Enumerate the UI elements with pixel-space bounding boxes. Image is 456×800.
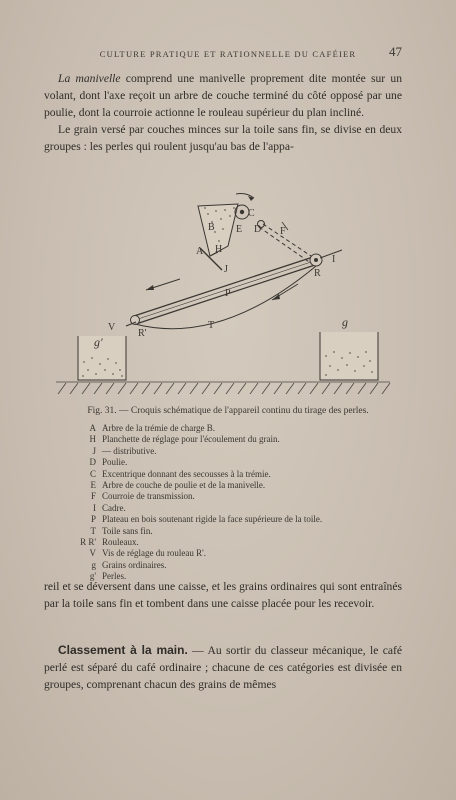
legend-row bbox=[72, 457, 392, 468]
legend-desc: Excentrique donnant des secousses à la trémie. bbox=[102, 468, 271, 479]
paragraph-classement-text: — Au sortir du classeur mécanique, le café perlé est séparé du café ordinaire ; chacune de ces catégories est divisée en groupes, comprenant chacun des grains de mêmes bbox=[44, 644, 403, 691]
legend-desc: Poulie. bbox=[102, 457, 128, 468]
inclined-plane bbox=[126, 222, 342, 329]
italic-term: La manivelle bbox=[58, 72, 121, 85]
legend-desc: Arbre de couche de poulie et de la manivelle. bbox=[102, 480, 266, 491]
legend-row bbox=[72, 537, 392, 548]
legend-desc: Grains ordinaires. bbox=[102, 559, 167, 570]
body-text-after-figure bbox=[44, 578, 402, 612]
label-j: J bbox=[224, 264, 228, 275]
legend-desc: Courroie de transmission. bbox=[102, 491, 195, 502]
legend-row bbox=[72, 480, 392, 491]
label-c: C bbox=[248, 208, 255, 219]
figure-31-diagram bbox=[50, 186, 396, 400]
body-text-top bbox=[44, 70, 402, 155]
paragraph-classement bbox=[44, 642, 402, 693]
legend-row bbox=[72, 434, 392, 445]
paragraph-grain: Le grain versé par couches minces sur la toile sans fin, se divise en deux groupes : les perles qui roulent jusqu'au bas de l'appa- bbox=[44, 123, 402, 153]
label-e: E bbox=[236, 224, 243, 235]
label-t: T bbox=[208, 320, 215, 331]
paragraph-continuation: reil et se déversent dans une caisse, et les grains ordinaires qui sont entraînés par la toile sans fin et tombent dans une caisse placée pour les recevoir. bbox=[44, 580, 402, 610]
legend-key: g bbox=[91, 559, 96, 570]
label-h: H bbox=[215, 244, 223, 255]
legend-key: R R' bbox=[80, 537, 96, 548]
legend-key: E bbox=[90, 480, 96, 491]
legend-key: I bbox=[93, 502, 96, 513]
label-p: P bbox=[225, 288, 231, 299]
label-r: R bbox=[314, 268, 321, 279]
legend-desc: Cadre. bbox=[102, 502, 126, 513]
body-text-bottom bbox=[44, 642, 402, 693]
label-g-prime: g' bbox=[94, 335, 103, 349]
legend-key: A bbox=[89, 423, 96, 433]
label-r-prime: R' bbox=[138, 328, 147, 339]
legend-key: V bbox=[89, 548, 96, 559]
page-number: 47 bbox=[389, 44, 402, 59]
legend-desc: Rouleaux. bbox=[102, 537, 139, 548]
legend-row bbox=[72, 560, 392, 571]
legend-row bbox=[72, 446, 392, 457]
legend-desc: — distributive. bbox=[102, 445, 157, 456]
label-g: g bbox=[342, 315, 348, 329]
legend-row bbox=[72, 491, 392, 502]
legend-row bbox=[72, 423, 392, 434]
figure-caption: Fig. 31. — Croquis schématique de l'appareil continu du tirage des perles. bbox=[87, 406, 369, 416]
label-a: A bbox=[196, 246, 204, 257]
legend-row bbox=[72, 503, 392, 514]
legend-desc: Toile sans fin. bbox=[102, 525, 153, 536]
eccentric-and-pulley bbox=[235, 194, 320, 267]
legend-row bbox=[72, 514, 392, 525]
legend-key: C bbox=[89, 468, 96, 479]
legend-key: H bbox=[89, 434, 96, 445]
label-b: B bbox=[208, 222, 215, 233]
section-heading: Classement à la main. bbox=[58, 643, 188, 657]
label-d: D bbox=[254, 224, 262, 235]
legend-key: F bbox=[90, 491, 96, 502]
label-v: V bbox=[108, 322, 116, 333]
ground-hatching bbox=[56, 382, 390, 394]
bins bbox=[78, 332, 378, 380]
legend-row bbox=[72, 548, 392, 559]
legend-desc: Perles. bbox=[102, 571, 127, 582]
legend-key: T bbox=[90, 525, 96, 536]
figure-legend bbox=[72, 423, 392, 583]
legend-key: P bbox=[90, 514, 96, 525]
hopper bbox=[198, 204, 238, 270]
label-i: I bbox=[332, 254, 336, 265]
legend-row bbox=[72, 469, 392, 480]
running-title: CULTURE PRATIQUE ET RATIONNELLE DU CAFÉIER bbox=[99, 49, 357, 59]
paragraph-manivelle-text: comprend une manivelle proprement dite montée sur un volant, dont l'axe reçoit un arbre de couche terminé du côté opposé par une poulie, dont la courroie actionne le rouleau supérieur du plan incliné. bbox=[44, 72, 402, 119]
legend-desc: Vis de réglage du rouleau R'. bbox=[102, 548, 207, 559]
legend-desc: Planchette de réglage pour l'écoulement du grain. bbox=[102, 434, 280, 445]
legend-desc: Plateau en bois soutenant rigide la face supérieure de la toile. bbox=[102, 514, 323, 525]
legend-row bbox=[72, 526, 392, 537]
legend-desc: Arbre de la trémie de charge B. bbox=[102, 423, 216, 433]
legend-key: g' bbox=[89, 571, 96, 582]
label-f: F bbox=[280, 226, 286, 237]
legend-key: J bbox=[92, 445, 96, 456]
paragraph-manivelle bbox=[44, 70, 402, 121]
legend-key: D bbox=[89, 457, 96, 468]
